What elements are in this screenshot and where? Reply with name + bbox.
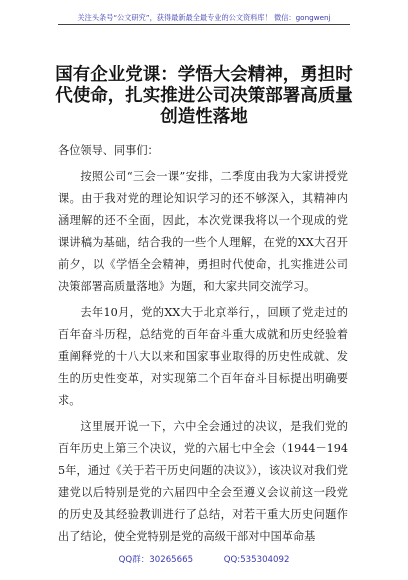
paragraph: 这里展开说一下，六中全会通过的决议，是我们党的百年历史上第三个决议，党的六届七中全会（1944－1945年，通过《关于若干历史问题的决议》），该决议对我们党建党以后特别是党的六届四中全会至遵义会议前这一段党的历史及其经验教训进行了总结，对若干重大历史问题作出了结论，使全党特别是党的高级干部对中国革命基 [58, 420, 348, 543]
header-banner: 关注头条号“公文研究”，获得最新最全最专业的公文资料库！ 微信：gongwenj [58, 12, 350, 25]
salutation: 各位领导、同事们： [58, 144, 159, 157]
document-title: 国有企业党课：学悟大会精神，勇担时代使命，扎实推进公司决策部署高质量创造性落地 [55, 65, 353, 127]
paragraph: 去年10月，党的XX大于北京举行，，回顾了党走过的百年奋斗历程，总结党的百年奋斗重大成就和历史经验着重阐释党的十八大以来和国家事业取得的历史性成就、发生的历史性变革，对实现第二个百年奋斗目标提出明确要求。 [58, 306, 348, 407]
paragraph: 按照公司“三会一课”安排，二季度由我为大家讲授党课。由于我对党的理论知识学习的还不够深入，其精神内涵理解的还不全面，因此，本次党课我将以一个现成的党课讲稿为基础，结合我的一些个人理解，在党的XX大召开前夕，以《学悟全会精神，勇担时代使命，扎实推进公司决策部署高质量落地》为题，和大家共同交流学习。 [58, 170, 348, 293]
document-body [58, 166, 348, 552]
footer-qq: QQ:535304092 [223, 555, 290, 565]
footer-contact [0, 553, 408, 565]
footer-qq-group: QQ群：30265665 [118, 555, 194, 565]
